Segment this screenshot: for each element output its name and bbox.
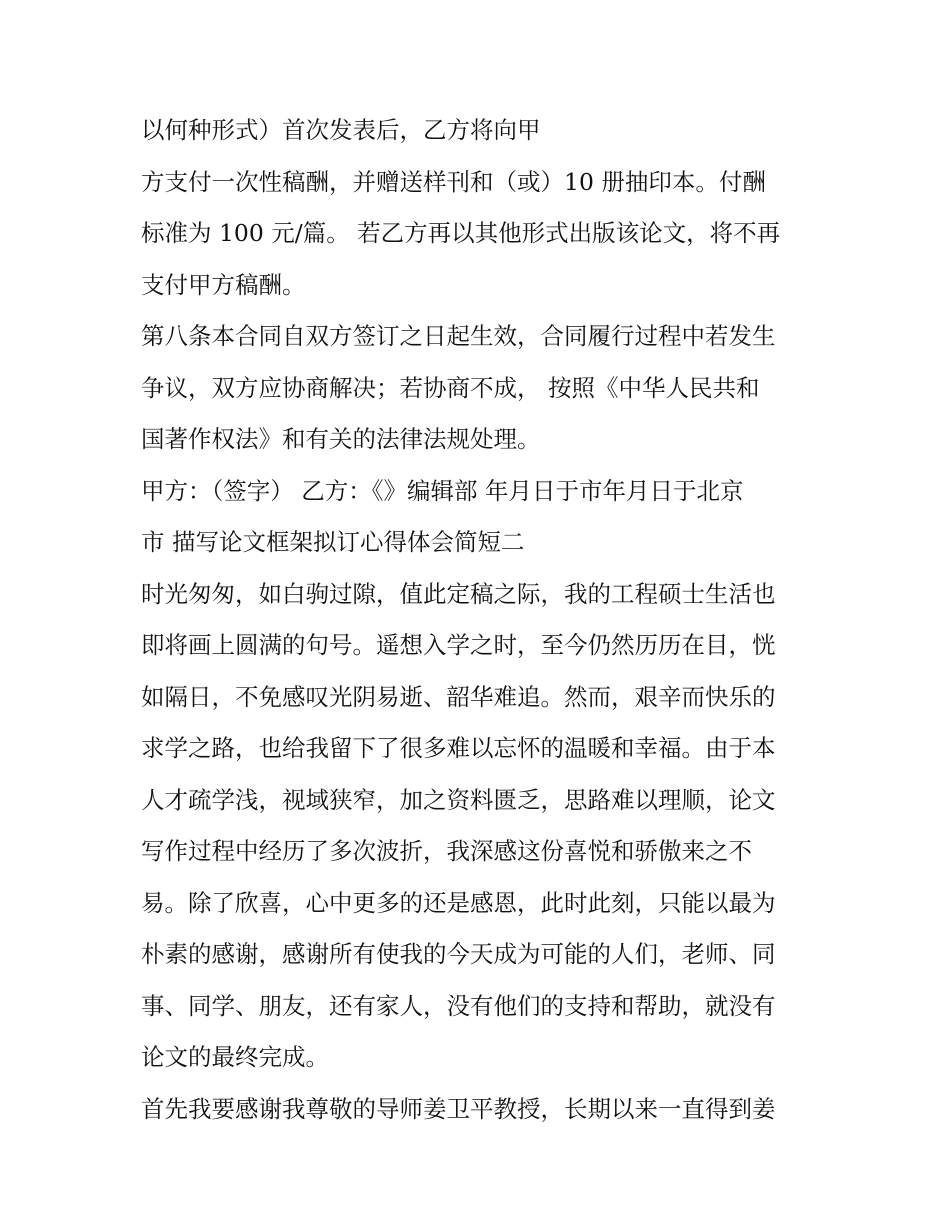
text-line: 易。除了欣喜，心中更多的还是感恩，此时此刻，只能以最为 [141, 888, 776, 917]
text-line: 时光匆匆，如白驹过隙，值此定稿之际，我的工程硕士生活也 [141, 579, 776, 608]
text-line: 如隔日，不免感叹光阴易逝、韶华难追。然而，艰辛而快乐的 [141, 682, 776, 711]
text-line: 争议，双方应协商解决；若协商不成， 按照《中华人民共和 [141, 373, 760, 402]
text-line: 首先我要感谢我尊敬的导师姜卫平教授，长期以来一直得到姜 [141, 1094, 776, 1123]
document-body [141, 110, 821, 1140]
text-line: 标准为 100 元/篇。 若乙方再以其他形式出版该论文，将不再 [141, 219, 781, 247]
text-line: 人才疏学浅，视域狭窄，加之资料匮乏，思路难以理顺，论文 [141, 785, 776, 814]
text-line: 第八条本合同自双方签订之日起生效，合同履行过程中若发生 [141, 322, 776, 350]
text-line: 市 描写论文框架拟订心得体会简短二 [141, 528, 525, 556]
text-line: 国著作权法》和有关的法律法规处理。 [141, 425, 541, 453]
text-line: 即将画上圆满的句号。遥想入学之时，至今仍然历历在目，恍 [141, 631, 776, 659]
text-line: 方支付一次性稿酬，并赠送样刊和（或）10 册抽印本。付酬 [141, 167, 766, 196]
text-line: 支付甲方稿酬。 [141, 270, 306, 299]
text-line: 事、同学、朋友，还有家人，没有他们的支持和帮助，就没有 [141, 991, 776, 1020]
text-line: 朴素的感谢，感谢所有使我的今天成为可能的人们，老师、同 [141, 940, 776, 968]
text-line: 论文的最终完成。 [141, 1043, 329, 1071]
text-line: 求学之路，也给我留下了很多难以忘怀的温暖和幸福。由于本 [141, 734, 776, 762]
text-line: 写作过程中经历了多次波折，我深感这份喜悦和骄傲来之不 [141, 837, 752, 865]
text-line: 甲方：（签字） 乙方：《》编辑部 年月日于市年月日于北京 [141, 476, 744, 505]
text-line: 以何种形式）首次发表后，乙方将向甲 [141, 116, 541, 144]
